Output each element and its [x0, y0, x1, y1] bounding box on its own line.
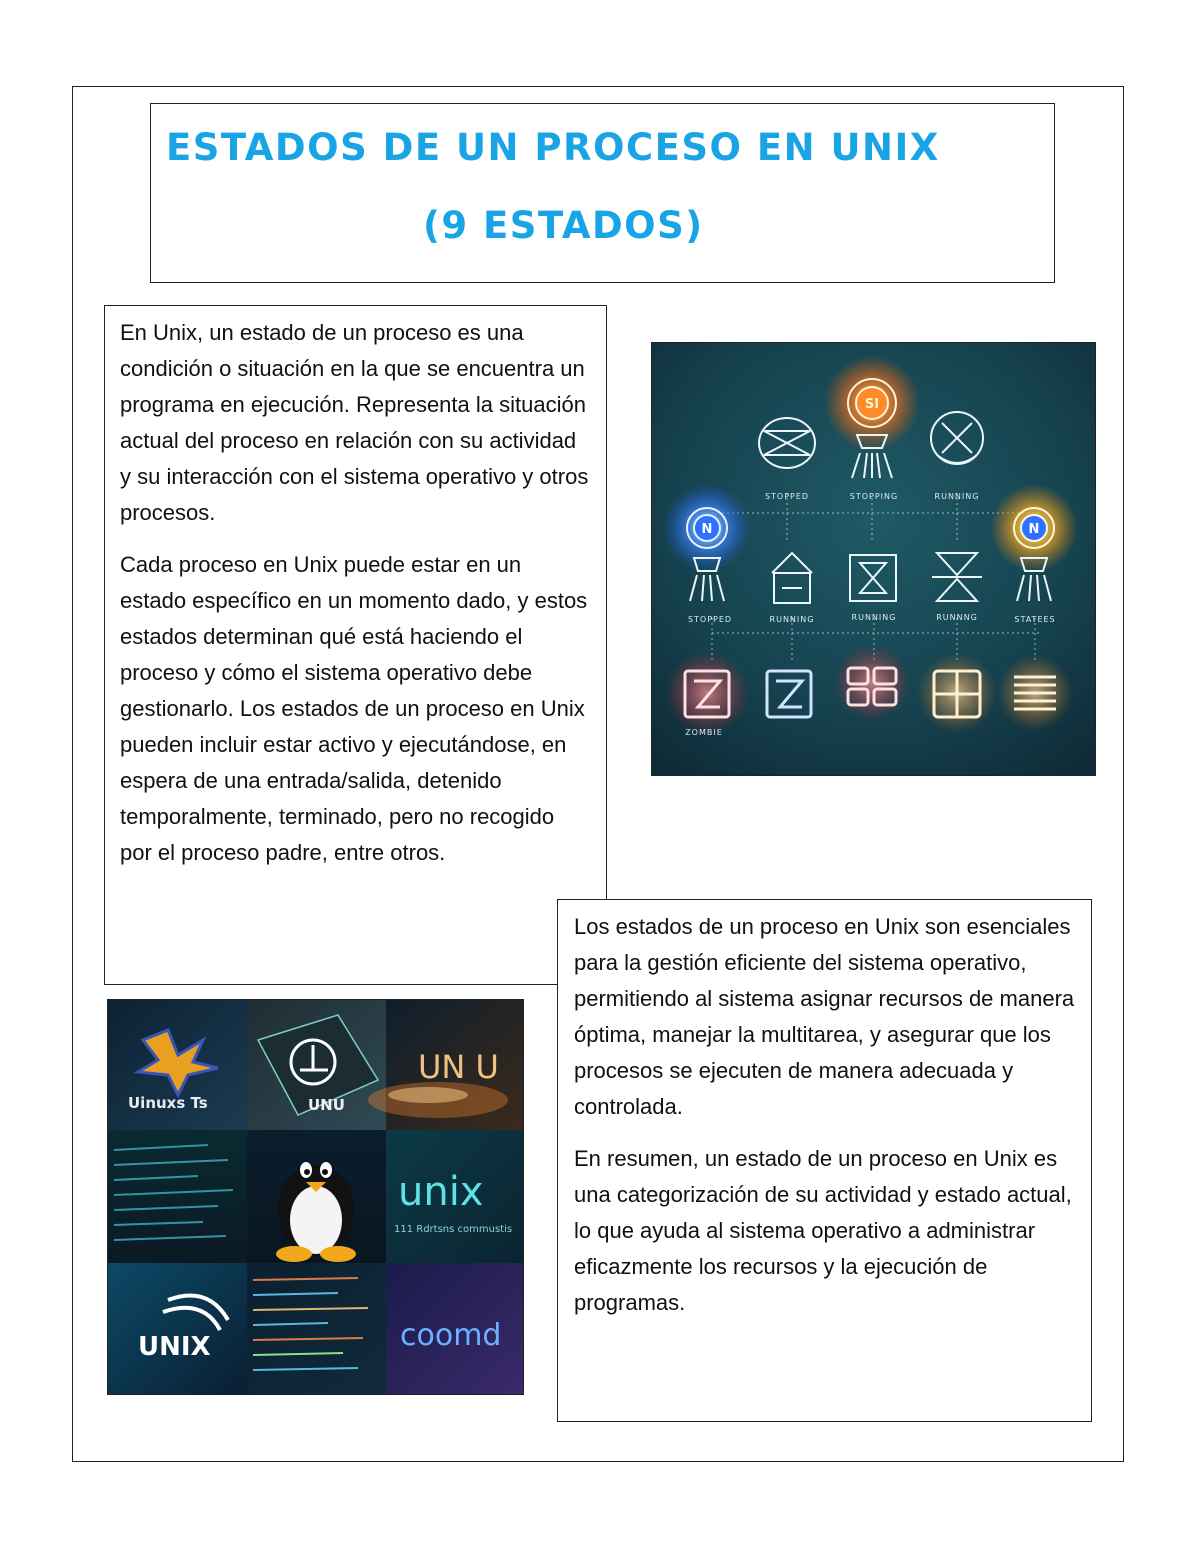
- stopping-symbol: SI: [864, 397, 880, 412]
- red-blocks-state-icon: [834, 645, 910, 721]
- amber-blocks-state-icon: [917, 653, 997, 733]
- tile-text-3: UN U: [418, 1048, 499, 1086]
- tile-text-6: UNIX: [138, 1332, 211, 1362]
- title-line-1: ESTADOS DE UN PROCESO EN UNIX: [166, 126, 940, 169]
- mid-label-1: STOPPED: [687, 615, 733, 624]
- stack-lines-state-icon: [997, 655, 1073, 731]
- tile-text-5: 111 Rdrtsns commustis: [394, 1224, 513, 1235]
- particle-glow-icon: [368, 1082, 508, 1118]
- blue-symbol: N: [701, 522, 713, 537]
- intro-paragraph-1: En Unix, un estado de un proceso es una condición o situación en la que se encuentra un programa en ejecución. Representa la situación actual del proceso en relación con su actividad y su interacción con el sistema operativo y otros procesos.: [120, 320, 589, 525]
- top-label-1: STOPPED: [764, 492, 810, 501]
- tile-text-1: Uinuxs Ts: [128, 1094, 208, 1112]
- top-label-2: STOPPING: [849, 492, 899, 501]
- intro-paragraph-2: Cada proceso en Unix puede estar en un estado específico en un momento dado, y estos estados determinan qué está haciendo el proceso y cómo el sistema operativo debe gestionarlo. Los estados de un proceso en Unix pueden incluir estar activo y ejecutándose, en espera de una entrada/salida, detenido temporalmente, terminado, pero no recogido por el proceso padre, entre otros.: [120, 552, 588, 865]
- tile-text-4: unix: [398, 1169, 484, 1215]
- title-line-2: (9 ESTADOS): [423, 204, 704, 247]
- title-box: [150, 103, 1055, 283]
- yellow-symbol: N: [1028, 522, 1040, 537]
- unix-collage-image: [107, 999, 524, 1395]
- summary-paragraph-2: En resumen, un estado de un proceso en Unix es una categorización de su actividad y estado actual, lo que ayuda al sistema operativo a administrar eficazmente los recursos y la ejecución de programas.: [574, 1146, 1072, 1315]
- bottom-label-1: ZOMBIE: [685, 728, 723, 737]
- mid-label-2: RUNNING: [769, 615, 815, 624]
- mid-label-5: STATEES: [1014, 615, 1056, 624]
- top-label-3: RUNNING: [934, 492, 980, 501]
- process-states-illustration: [651, 342, 1096, 776]
- tile-text-2: UNU: [308, 1096, 345, 1114]
- zombie-state-icon: [665, 651, 749, 735]
- mid-label-4: RUNNNG: [936, 613, 978, 622]
- tile-text-7: coomd: [400, 1318, 502, 1353]
- intro-text-box: [104, 305, 607, 985]
- summary-text-box: [557, 899, 1092, 1422]
- summary-paragraph-1: Los estados de un proceso en Unix son esenciales para la gestión eficiente del sistema operativo, permitiendo al sistema asignar recursos de manera óptima, manejar la multitarea, y asegurar que los procesos se ejecuten de manera adecuada y controlada.: [574, 914, 1075, 1119]
- mid-label-3: RUNNING: [851, 613, 897, 622]
